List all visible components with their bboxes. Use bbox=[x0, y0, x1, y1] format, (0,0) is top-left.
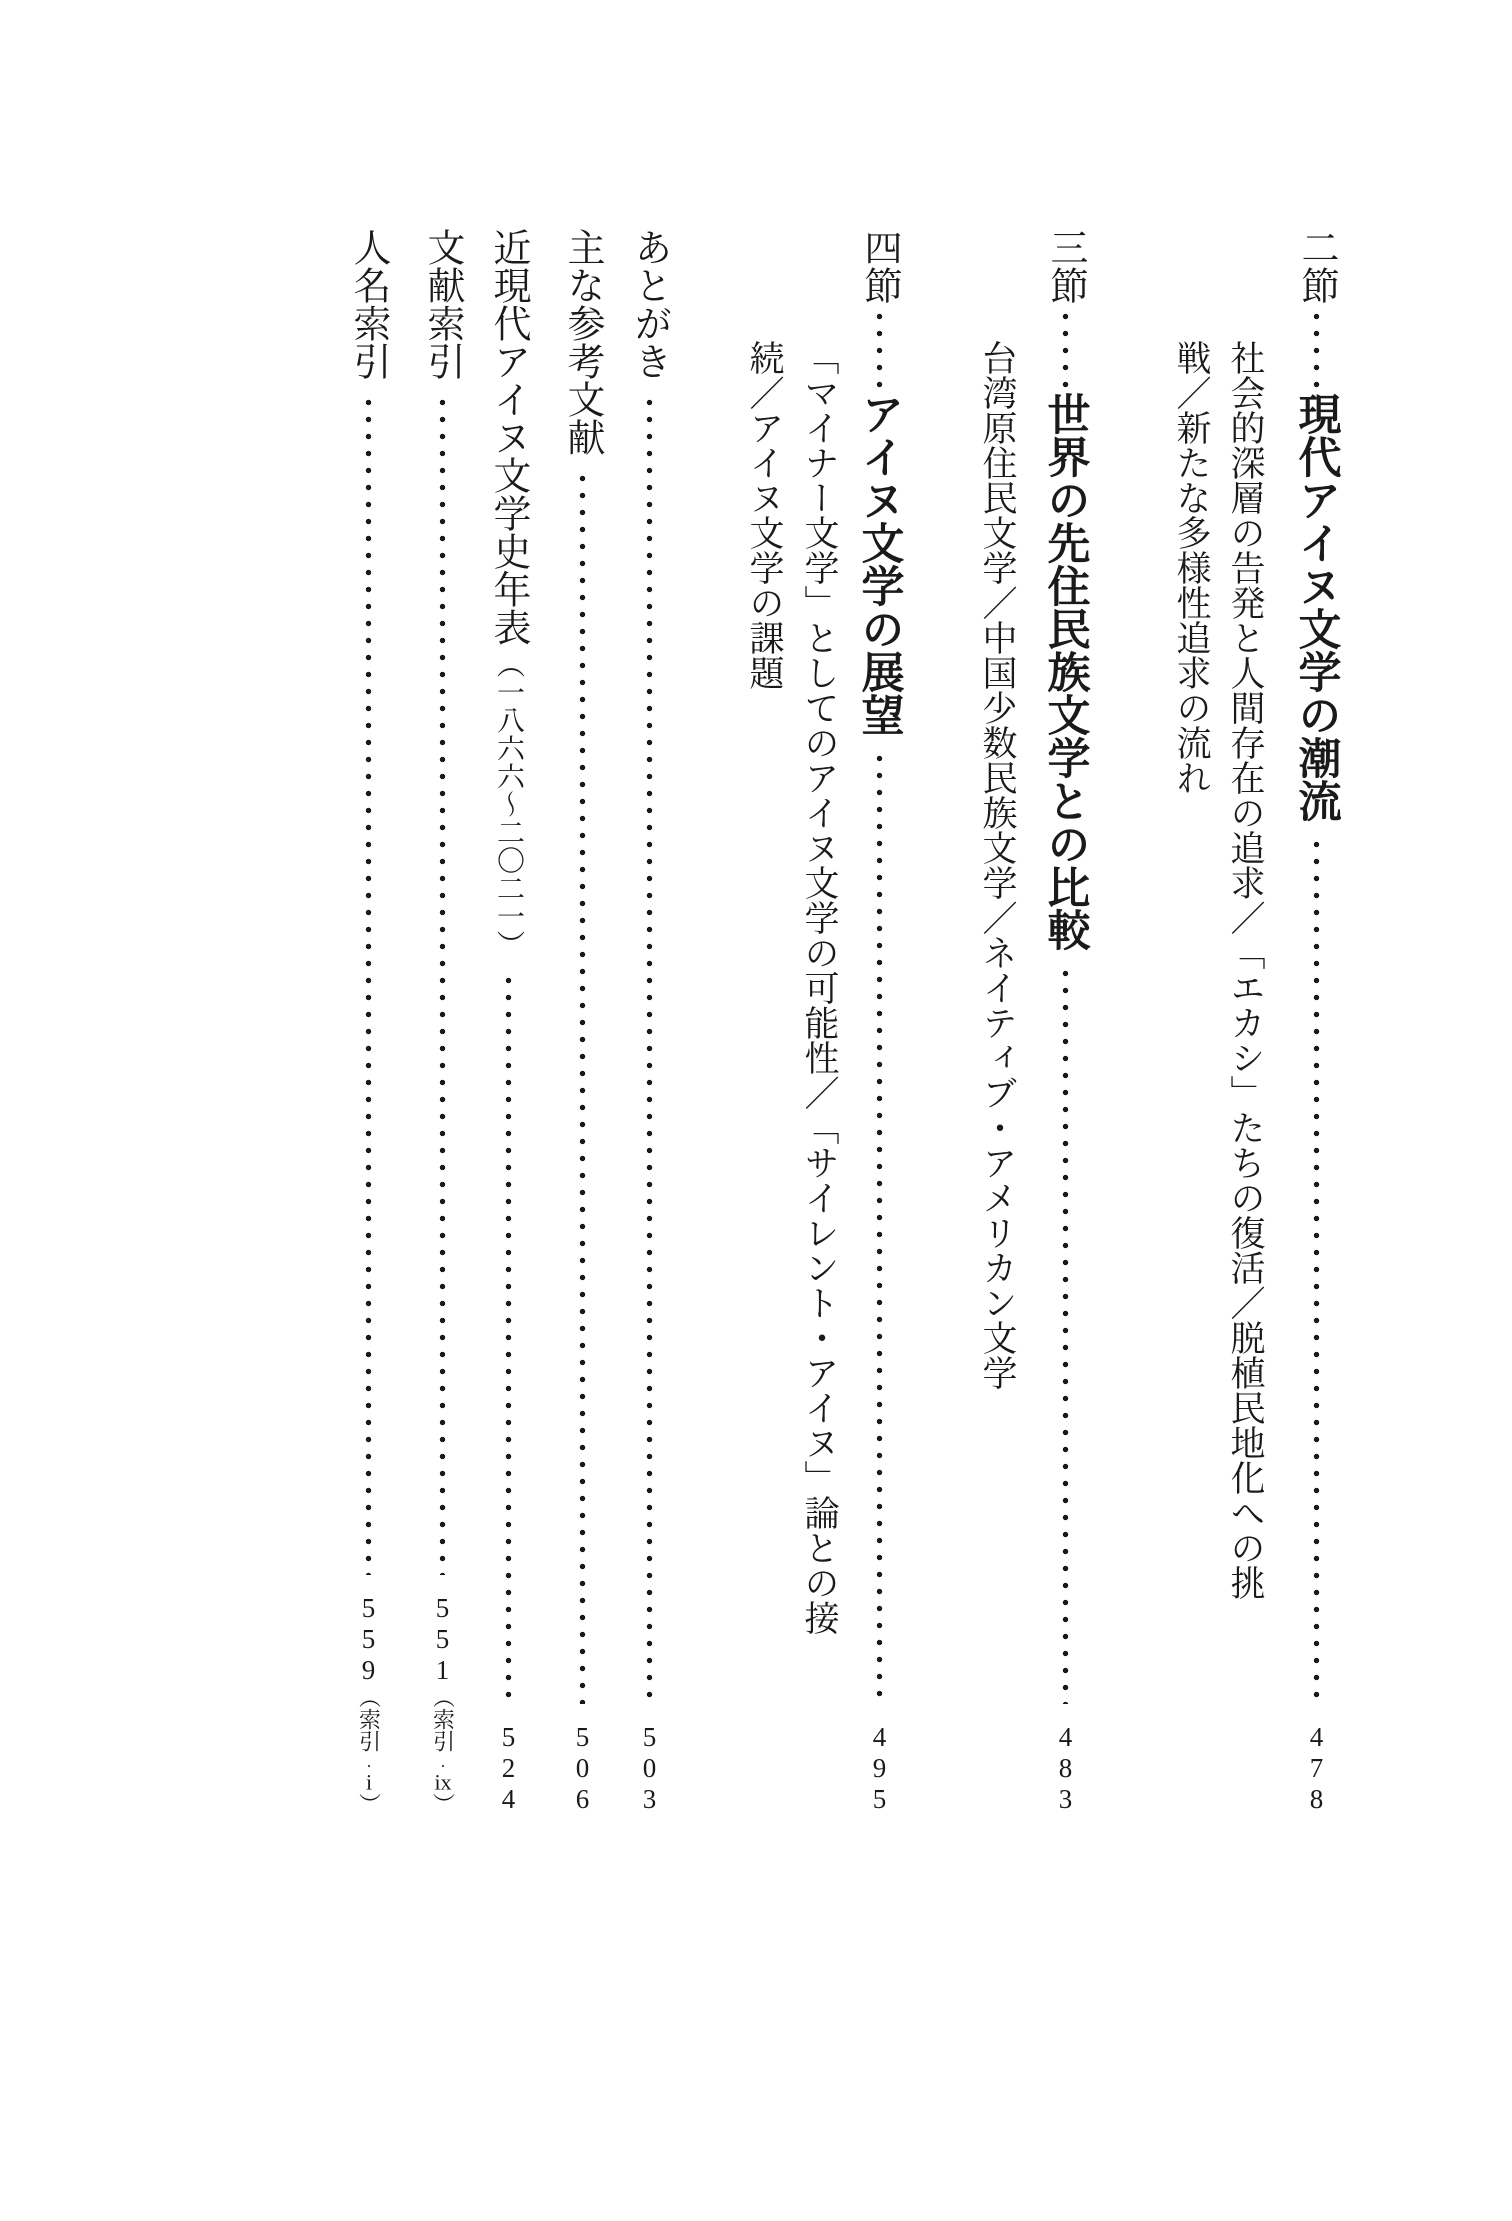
page-note-text: 索引 bbox=[356, 1708, 382, 1752]
toc-item-chronology bbox=[482, 228, 534, 1815]
leader-dots bbox=[579, 470, 586, 1704]
leader-dots bbox=[1062, 965, 1069, 1704]
page-note-roman-numeral: i bbox=[365, 1771, 373, 1793]
page-number: 483 bbox=[1050, 1722, 1081, 1815]
page-note bbox=[357, 1686, 382, 1815]
page-number: 524 bbox=[493, 1722, 524, 1815]
page-number: 478 bbox=[1301, 1722, 1332, 1815]
toc-item-name-index bbox=[342, 228, 394, 1815]
section-title: 現代アイヌ文学の潮流 bbox=[1292, 392, 1340, 822]
leader-dots bbox=[876, 308, 883, 392]
item-label: 主な参考文献 bbox=[561, 228, 603, 456]
page-number: 559 bbox=[353, 1593, 384, 1686]
page-number: 551 bbox=[427, 1593, 458, 1686]
leader-dots bbox=[646, 394, 653, 1704]
page-ref bbox=[355, 1593, 382, 1815]
toc-item-bibliography-index bbox=[416, 228, 468, 1815]
item-label: 文献索引 bbox=[421, 228, 463, 380]
section-description-line: 戦／新たな多様性追求の流れ bbox=[1172, 340, 1211, 795]
page-note bbox=[431, 1686, 456, 1815]
leader-dots bbox=[1313, 836, 1320, 1704]
page-ref bbox=[429, 1593, 456, 1815]
toc-section-heading-4 bbox=[853, 228, 905, 1815]
item-year-range: （一八六六〜二〇二一） bbox=[493, 650, 524, 958]
page-note-separator: . bbox=[433, 1752, 453, 1771]
page-number: 495 bbox=[864, 1722, 895, 1815]
section-label: 四節 bbox=[858, 228, 900, 304]
item-label: 人名索引 bbox=[347, 228, 389, 380]
page-number: 503 bbox=[634, 1722, 665, 1815]
page-number: 506 bbox=[567, 1722, 598, 1815]
leader-dots bbox=[1062, 308, 1069, 392]
leader-dots bbox=[505, 972, 512, 1704]
leader-dots bbox=[1313, 308, 1320, 392]
section-description-line: 社会的深層の告発と人間存在の追求／「エカシ」たちの復活／脱植民地化への挑 bbox=[1226, 340, 1265, 1600]
page-ref bbox=[1052, 1722, 1079, 1815]
page-note-close-paren: ） bbox=[430, 1793, 456, 1815]
section-description-line: 「マイナー文学」としてのアイヌ文学の可能性／「サイレント・アイヌ」論との接 bbox=[800, 340, 839, 1635]
page-ref bbox=[636, 1722, 663, 1815]
leader-dots bbox=[365, 394, 372, 1575]
leader-dots bbox=[439, 394, 446, 1575]
page-note-separator: . bbox=[359, 1752, 379, 1771]
page-note-close-paren: ） bbox=[356, 1793, 382, 1815]
toc-item-references bbox=[556, 228, 608, 1815]
section-description-line: 続／アイヌ文学の課題 bbox=[745, 340, 784, 690]
page-ref bbox=[1303, 1722, 1330, 1815]
section-title: アイヌ文学の展望 bbox=[855, 392, 903, 736]
section-label: 二節 bbox=[1295, 228, 1337, 304]
section-label: 三節 bbox=[1044, 228, 1086, 304]
page-note-open-paren: （ bbox=[356, 1686, 382, 1708]
toc-section-heading-3 bbox=[1039, 228, 1091, 1815]
page-note-text: 索引 bbox=[430, 1708, 456, 1752]
page-ref bbox=[569, 1722, 596, 1815]
page-note-open-paren: （ bbox=[430, 1686, 456, 1708]
page-ref bbox=[866, 1722, 893, 1815]
section-description-line: 台湾原住民文学／中国少数民族文学／ネイティブ・アメリカン文学 bbox=[978, 340, 1017, 1390]
section-title: 世界の先住民族文学との比較 bbox=[1041, 392, 1089, 951]
item-label: 近現代アイヌ文学史年表 bbox=[487, 228, 529, 646]
toc-section-heading-2 bbox=[1290, 228, 1342, 1815]
page-ref bbox=[495, 1722, 522, 1815]
toc-item-afterword bbox=[623, 228, 675, 1815]
leader-dots bbox=[876, 750, 883, 1704]
item-label: あとがき bbox=[628, 228, 670, 380]
page-note-roman-numeral: ix bbox=[434, 1771, 452, 1793]
